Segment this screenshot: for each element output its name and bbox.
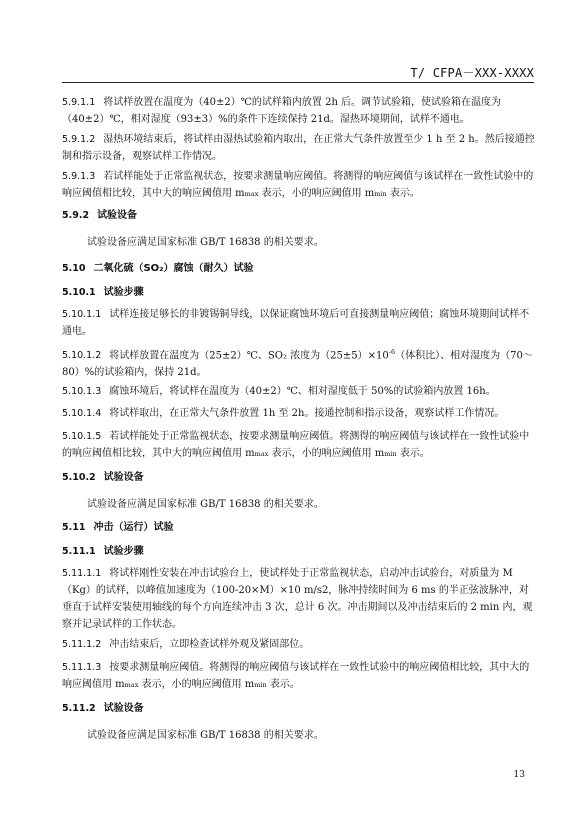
- superscript-exponent: -6: [388, 348, 396, 356]
- clause-number: 5.10.1.2: [62, 350, 102, 362]
- heading-number: 5.9.2: [62, 210, 90, 221]
- heading-number: 5.10.1: [62, 287, 96, 298]
- paragraph-equipment: [62, 727, 563, 744]
- paragraph-text: 试验设备应满足国家标准 GB/T 16838 的相关要求。: [87, 499, 324, 510]
- clause-text: 若试样能处于正常监视状态，按要求测量响应阈值。将测得的响应阈值与该试样在一致性试验中的响应阈值相比较，其中大的响应阈值用 m: [62, 431, 530, 459]
- clause-text: 表示，小的响应阈值用 m: [258, 188, 375, 199]
- clause-number: 5.11.1.3: [62, 662, 102, 673]
- paragraph-text: 试验设备应满足国家标准 GB/T 16838 的相关要求。: [87, 730, 324, 741]
- clause-5-11-1-3: [62, 659, 538, 694]
- clause-text: 若试样能处于正常监视状态，按要求测量响应阈值。将测得的响应阈值与该试样在一致性试验中的响应阈值相比较，其中大的响应阈值用 m: [62, 171, 534, 199]
- clause-text: 将试样刚性安装在冲击试验台上，使试样处于正常监视状态，启动冲击试验台，对质量为 M（Kg）的试样，以峰值加速度为（100-20×M）×10 m/s2，脉冲持续时间为 6 ms 的半正弦波脉冲，对垂直于试样安装使用轴线的每个方向连续冲击 3 次，总计 6 次。冲击期间以及冲击结束后的 2 min 内，观察并记录试样的工作状态。: [62, 568, 533, 630]
- heading-5-10: [62, 260, 538, 277]
- subscript-min: min: [254, 681, 267, 689]
- heading-number: 5.11.1: [62, 546, 96, 557]
- clause-number: 5.9.1.3: [62, 171, 96, 182]
- subscript-max: max: [254, 450, 269, 458]
- heading-title: 试验设备: [103, 472, 144, 483]
- clause-5-9-1-1: [62, 94, 538, 128]
- heading-title: 试验步骤: [103, 546, 144, 557]
- header-rule: [62, 82, 534, 83]
- clause-text: 表示。: [266, 679, 300, 690]
- clause-text: 湿热环境结束后，将试样由湿热试验箱内取出，在正常大气条件放置至少 1 h 至 2 h。然后接通控制和指示设备，观察试样工作情况。: [62, 134, 535, 162]
- heading-title: 冲击（运行）试验: [93, 522, 174, 533]
- clause-text: 试样连接足够长的非镀锡铜导线，以保证腐蚀环境后可直接测量响应阈值；腐蚀环境期间试样不通电。: [62, 309, 530, 337]
- heading-5-10-1: [62, 284, 538, 301]
- heading-number: 5.10.2: [62, 472, 96, 483]
- clause-number: 5.10.1.4: [62, 408, 102, 419]
- clause-text: 冲击结束后，立即检查试样外观及紧固部位。: [109, 639, 310, 650]
- clause-5-9-1-3: [62, 168, 538, 203]
- document-id: T/ CFPA－XXX-XXXX: [410, 66, 534, 80]
- clause-number: 5.9.1.2: [62, 134, 96, 145]
- heading-title: 二氧化硫（SO₂）腐蚀（耐久）试验: [93, 263, 254, 274]
- clause-text: 表示，小的响应阈值用 m: [268, 448, 385, 459]
- heading-5-10-2: [62, 469, 538, 486]
- heading-5-9-2: [62, 207, 538, 224]
- clause-5-10-1-2: [62, 344, 538, 381]
- clause-text: 表示，小的响应阈值用 m: [138, 679, 255, 690]
- clause-text: 将试样放置在温度为（25±2）℃、SO₂ 浓度为（25±5）×10: [109, 350, 389, 362]
- heading-number: 5.11.2: [62, 703, 96, 714]
- subscript-max: max: [124, 681, 139, 689]
- subscript-max: max: [244, 190, 259, 198]
- heading-title: 试验设备: [97, 210, 138, 221]
- paragraph-equipment: [62, 496, 563, 513]
- heading-title: 试验设备: [103, 703, 144, 714]
- clause-text: 腐蚀环境后，将试样在温度为（40±2）℃、相对湿度低于 50%的试验箱内放置 16h。: [109, 386, 496, 397]
- clause-text: 将试样放置在温度为（40±2）℃的试样箱内放置 2h 后。调节试验箱，使试验箱在温度为（40±2）℃，相对湿度（93±3）%的条件下连续保持 21d。湿热环境期间，试样不通电。: [62, 97, 502, 125]
- page-number: 13: [513, 770, 525, 780]
- heading-5-11-2: [62, 700, 538, 717]
- heading-title: 试验步骤: [103, 287, 144, 298]
- subscript-min: min: [384, 450, 397, 458]
- clause-number: 5.10.1.5: [62, 431, 102, 442]
- heading-5-11-1: [62, 543, 538, 560]
- clause-5-10-1-4: [62, 405, 538, 422]
- heading-5-11: [62, 519, 538, 536]
- paragraph-text: 试验设备应满足国家标准 GB/T 16838 的相关要求。: [87, 237, 324, 248]
- clause-number: 5.10.1.1: [62, 309, 102, 320]
- clause-5-11-1-2: [62, 636, 538, 653]
- clause-text: 将试样取出，在正常大气条件放置 1h 至 2h。接通控制和指示设备，观察试样工作情况。: [109, 408, 505, 419]
- clause-number: 5.9.1.1: [62, 97, 96, 108]
- clause-5-9-1-2: [62, 131, 538, 165]
- clause-5-10-1-1: [62, 306, 538, 340]
- clause-number: 5.11.1.2: [62, 639, 102, 650]
- clause-5-11-1-1: [62, 565, 538, 633]
- clause-text: （体积比）、相对湿度为（70～80）%的试验箱内，保持 21d。: [62, 350, 533, 379]
- clause-5-10-1-3: [62, 383, 538, 400]
- clause-number: 5.10.1.3: [62, 386, 102, 397]
- heading-number: 5.11: [62, 522, 86, 533]
- clause-number: 5.11.1.1: [62, 568, 102, 579]
- subscript-min: min: [374, 190, 387, 198]
- clause-text: 按要求测量响应阈值。将测得的响应阈值与该试样在一致性试验中的响应阈值相比较，其中大的响应阈值用 m: [62, 662, 530, 690]
- paragraph-equipment: [62, 234, 563, 251]
- clause-5-10-1-5: [62, 428, 538, 463]
- heading-number: 5.10: [62, 263, 86, 274]
- clause-text: 表示。: [396, 448, 430, 459]
- clause-text: 表示。: [386, 188, 420, 199]
